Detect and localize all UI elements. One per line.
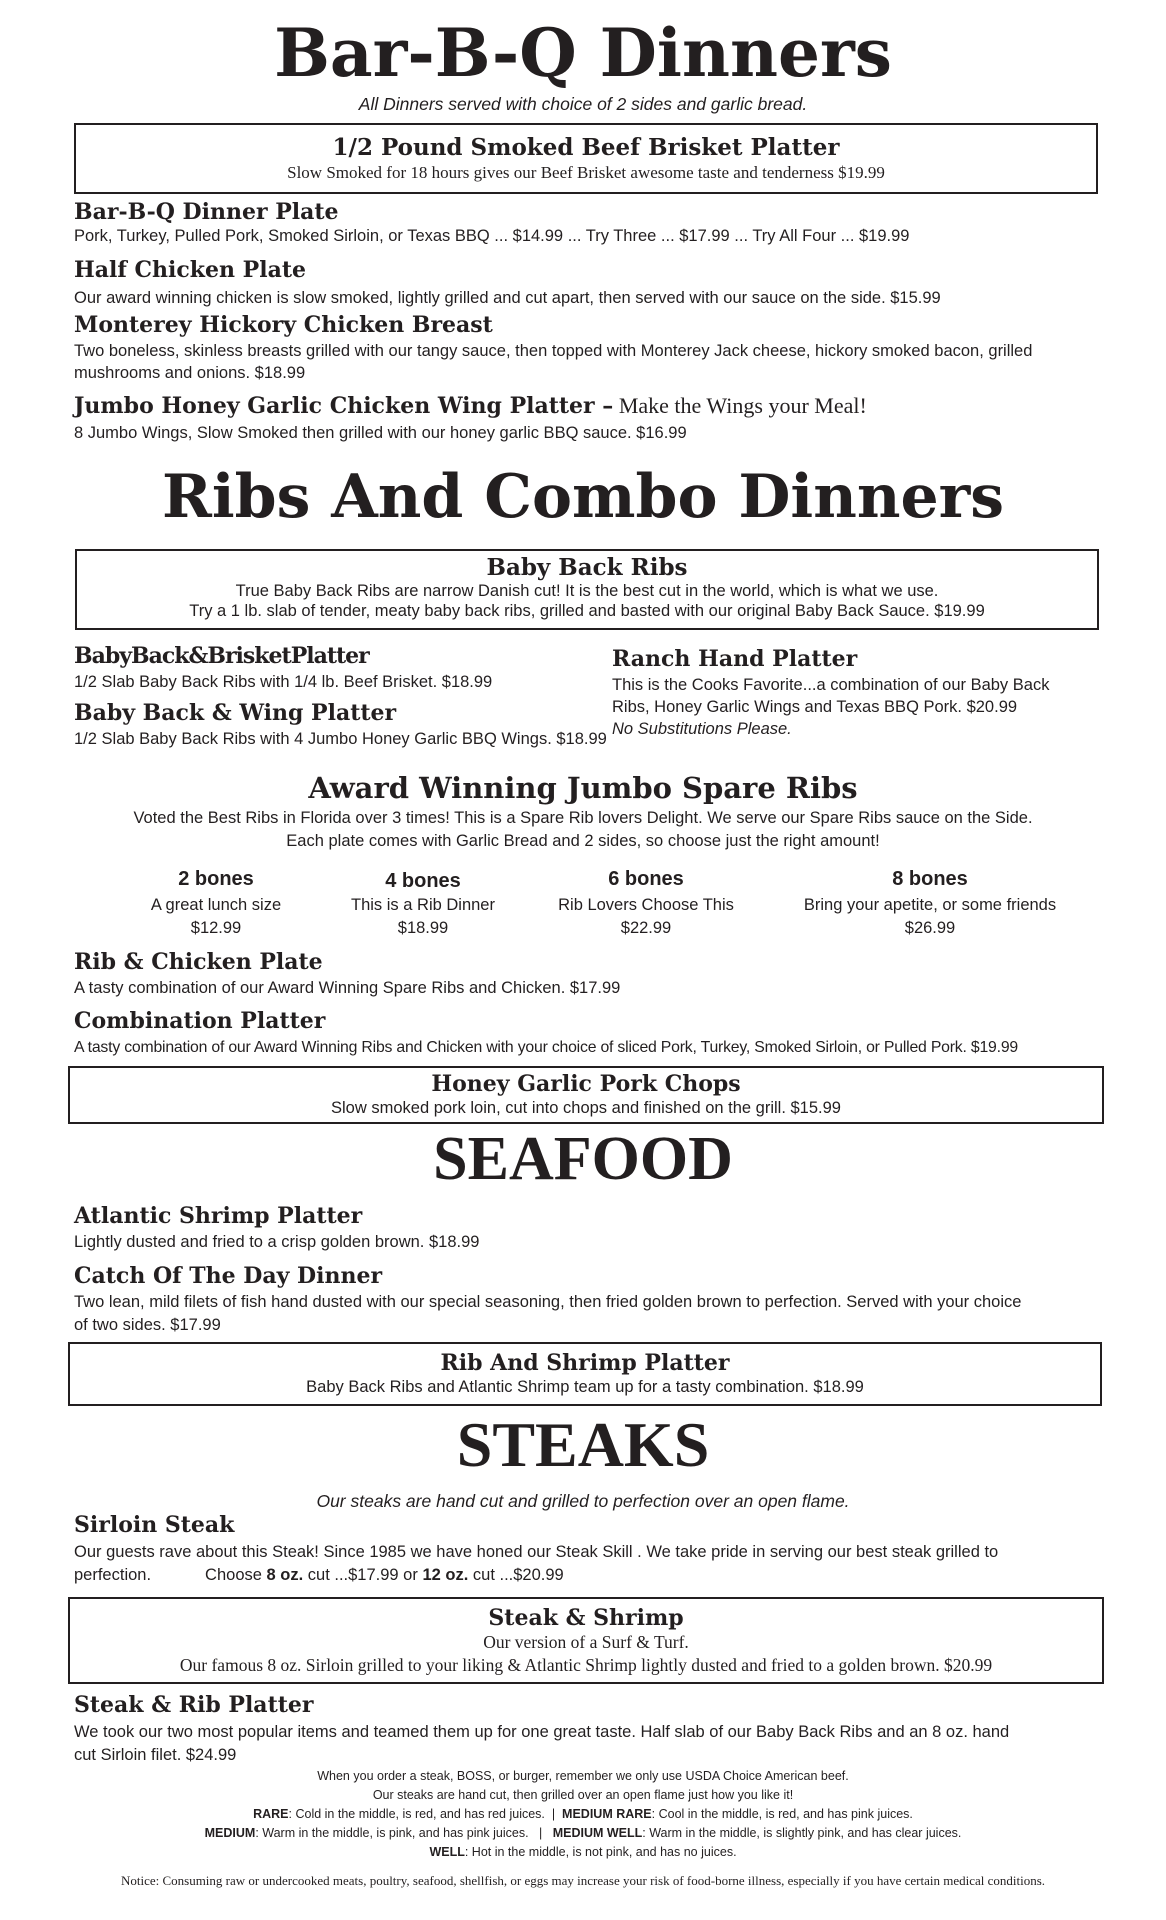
atlantic-shrimp-title: Atlantic Shrimp Platter — [74, 1203, 363, 1229]
bone-option-4 — [323, 870, 523, 940]
food-safety-notice: Notice: Consuming raw or undercooked meats, poultry, seafood, shellfish, or eggs may increase your risk of food-borne illness, especially if you have certain medical conditions. — [120, 1873, 1046, 1888]
bb-brisket-desc: 1/2 Slab Baby Back Ribs with 1/4 lb. Beef Brisket. $18.99 — [74, 673, 493, 691]
bone-desc: A great lunch size — [150, 896, 282, 914]
rare-label: RARE — [253, 1807, 289, 1821]
bone-desc: This is a Rib Dinner — [351, 896, 495, 914]
sirloin-8oz-price: cut ...$17.99 or — [303, 1566, 423, 1584]
sirloin-perfection: perfection. — [74, 1566, 152, 1584]
rib-shrimp-box — [68, 1342, 1102, 1406]
footer-medium-line — [0, 1824, 1166, 1843]
wing-platter-desc: 8 Jumbo Wings, Slow Smoked then grilled with our honey garlic BBQ sauce. $16.99 — [74, 424, 687, 442]
bone-price: $22.99 — [620, 919, 672, 937]
monterey-desc-2: mushrooms and onions. $18.99 — [74, 364, 306, 382]
sirloin-12oz: 12 oz. — [422, 1566, 469, 1584]
bb-wing-desc: 1/2 Slab Baby Back Ribs with 4 Jumbo Honey Garlic BBQ Wings. $18.99 — [74, 730, 607, 748]
sirloin-desc-2 — [74, 1563, 564, 1587]
rib-chicken-title: Rib & Chicken Plate — [74, 949, 323, 975]
bbq-subtitle: All Dinners served with choice of 2 sides and garlic bread. — [358, 94, 808, 114]
steak-shrimp-line-1: Our version of a Surf & Turf. — [483, 1632, 689, 1652]
catch-desc-1: Two lean, mild filets of fish hand dusted with our special seasoning, then fried golden brown to perfection. Served with your choice — [74, 1293, 1022, 1311]
ribs-title: Ribs And Combo Dinners — [161, 462, 1005, 532]
pork-chops-box — [68, 1066, 1104, 1124]
rare-text: : Cold in the middle, is red, and has red juices. — [288, 1807, 545, 1821]
steak-rib-desc-2: cut Sirloin filet. $24.99 — [74, 1746, 237, 1764]
spare-ribs-title: Award Winning Jumbo Spare Ribs — [308, 771, 858, 805]
bone-price: $18.99 — [397, 919, 449, 937]
steak-shrimp-line-2: Our famous 8 oz. Sirloin grilled to your liking & Atlantic Shrimp lightly dusted and fried to a golden brown. $20.99 — [179, 1655, 993, 1675]
rib-shrimp-title: Rib And Shrimp Platter — [440, 1350, 730, 1376]
footer-well-line — [0, 1843, 1166, 1862]
baby-back-box — [75, 549, 1099, 630]
sirloin-12oz-price: cut ...$20.99 — [468, 1566, 564, 1584]
brisket-desc: Slow Smoked for 18 hours gives our Beef Brisket awesome taste and tenderness $19.99 — [287, 163, 885, 182]
footer-rare-line — [0, 1805, 1166, 1824]
footer-hand-cut: Our steaks are hand cut, then grilled over an open flame just how you like it! — [372, 1788, 794, 1802]
pork-chops-title: Honey Garlic Pork Chops — [431, 1071, 741, 1097]
steak-shrimp-box — [68, 1597, 1104, 1684]
wing-platter-heading — [74, 393, 867, 419]
bone-count: 6 bones — [608, 868, 684, 890]
steak-shrimp-title: Steak & Shrimp — [488, 1605, 684, 1631]
baby-back-line-1: True Baby Back Ribs are narrow Danish cut! It is the best cut in the world, which is what we use. — [235, 582, 939, 600]
bone-desc: Bring your apetite, or some friends — [803, 896, 1057, 914]
steaks-title: STEAKS — [456, 1409, 710, 1480]
steaks-subtitle: Our steaks are hand cut and grilled to perfection over an open flame. — [316, 1491, 850, 1511]
sirloin-desc-1: Our guests rave about this Steak! Since 1985 we have honed our Steak Skill . We take pride in serving our best steak grilled to — [74, 1543, 999, 1561]
sirloin-8oz: 8 oz. — [266, 1566, 304, 1584]
ranch-title: Ranch Hand Platter — [612, 646, 858, 672]
ranch-desc-2: Ribs, Honey Garlic Wings and Texas BBQ Pork. $20.99 — [612, 698, 1018, 716]
atlantic-shrimp-desc: Lightly dusted and fried to a crisp golden brown. $18.99 — [74, 1233, 480, 1251]
medium-label: MEDIUM — [204, 1826, 256, 1840]
bbq-plate-desc: Pork, Turkey, Pulled Pork, Smoked Sirloin, or Texas BBQ ... $14.99 ... Try Three ... $17.99 ... Try All Four ... $19.99 — [74, 227, 910, 245]
bone-count: 2 bones — [178, 868, 254, 890]
wing-platter-tagline: Make the Wings your Meal! — [613, 393, 867, 418]
seafood-title: SEAFOOD — [433, 1125, 733, 1193]
medium-text: : Warm in the middle, is pink, and has pink juices. — [255, 1826, 529, 1840]
catch-title: Catch Of The Day Dinner — [74, 1263, 383, 1289]
sirloin-choose: Choose — [205, 1566, 267, 1584]
sirloin-title: Sirloin Steak — [74, 1512, 235, 1538]
half-chicken-title: Half Chicken Plate — [74, 257, 306, 283]
combo-title: Combination Platter — [74, 1008, 326, 1034]
medium-rare-text: : Cool in the middle, is red, and has pink juices. — [651, 1807, 913, 1821]
bone-price: $12.99 — [190, 919, 242, 937]
separator: | — [544, 1807, 563, 1821]
well-label: WELL — [429, 1845, 465, 1859]
catch-desc-2: of two sides. $17.99 — [74, 1316, 221, 1334]
bb-wing-title: Baby Back & Wing Platter — [74, 700, 397, 726]
medium-well-text: : Warm in the middle, is slightly pink, and has clear juices. — [642, 1826, 962, 1840]
bone-option-2 — [116, 868, 316, 940]
baby-back-line-2: Try a 1 lb. slab of tender, meaty baby back ribs, grilled and basted with our original Baby Back Sauce. $19.99 — [189, 602, 985, 620]
bone-count: 4 bones — [385, 870, 461, 892]
pork-chops-desc: Slow smoked pork loin, cut into chops and finished on the grill. $15.99 — [331, 1099, 841, 1117]
steak-rib-title: Steak & Rib Platter — [74, 1692, 314, 1718]
spare-ribs-line-1: Voted the Best Ribs in Florida over 3 times! This is a Spare Rib lovers Delight. We serve our Spare Ribs sauce on the Side. — [133, 809, 1033, 827]
bbq-plate-title: Bar-B-Q Dinner Plate — [74, 199, 339, 225]
combo-desc: A tasty combination of our Award Winning Ribs and Chicken with your choice of sliced Pork, Turkey, Smoked Sirloin, or Pulled Pork. $19.99 — [74, 1039, 1019, 1056]
steak-rib-desc-1: We took our two most popular items and teamed them up for one great taste. Half slab of our Baby Back Ribs and an 8 oz. hand — [74, 1723, 1010, 1741]
monterey-desc-1: Two boneless, skinless breasts grilled with our tangy sauce, then topped with Monterey Jack cheese, hickory smoked bacon, grilled — [74, 342, 1033, 360]
bone-desc: Rib Lovers Choose This — [558, 896, 734, 914]
bone-option-6 — [536, 868, 756, 940]
wing-platter-title: Jumbo Honey Garlic Chicken Wing Platter — [74, 393, 595, 419]
bone-count: 8 bones — [892, 868, 968, 890]
ranch-note: No Substitutions Please. — [612, 720, 792, 738]
half-chicken-desc: Our award winning chicken is slow smoked, lightly grilled and cut apart, then served with our sauce on the side. $15.99 — [74, 289, 941, 307]
ranch-desc-1: This is the Cooks Favorite...a combination of our Baby Back — [612, 676, 1050, 694]
medium-well-label: MEDIUM WELL — [552, 1826, 643, 1840]
monterey-title: Monterey Hickory Chicken Breast — [74, 312, 493, 338]
wing-platter-dash: – — [594, 393, 614, 419]
well-text: : Hot in the middle, is not pink, and has no juices. — [464, 1845, 737, 1859]
medium-rare-label: MEDIUM RARE — [562, 1807, 652, 1821]
rib-shrimp-desc: Baby Back Ribs and Atlantic Shrimp team up for a tasty combination. $18.99 — [306, 1378, 864, 1396]
bbq-title: Bar-B-Q Dinners — [274, 14, 892, 92]
separator: | — [528, 1826, 553, 1840]
spare-ribs-line-2: Each plate comes with Garlic Bread and 2 sides, so choose just the right amount! — [286, 832, 880, 850]
bb-brisket-title: BabyBack&BrisketPlatter — [74, 643, 369, 669]
brisket-title: 1/2 Pound Smoked Beef Brisket Platter — [332, 134, 840, 161]
brisket-box — [74, 123, 1098, 194]
rib-chicken-desc: A tasty combination of our Award Winning Spare Ribs and Chicken. $17.99 — [74, 979, 621, 997]
bone-option-8 — [780, 868, 1080, 940]
footer-usda: When you order a steak, BOSS, or burger, remember we only use USDA Choice American beef. — [317, 1769, 849, 1783]
bone-price: $26.99 — [904, 919, 956, 937]
baby-back-title: Baby Back Ribs — [486, 554, 688, 581]
